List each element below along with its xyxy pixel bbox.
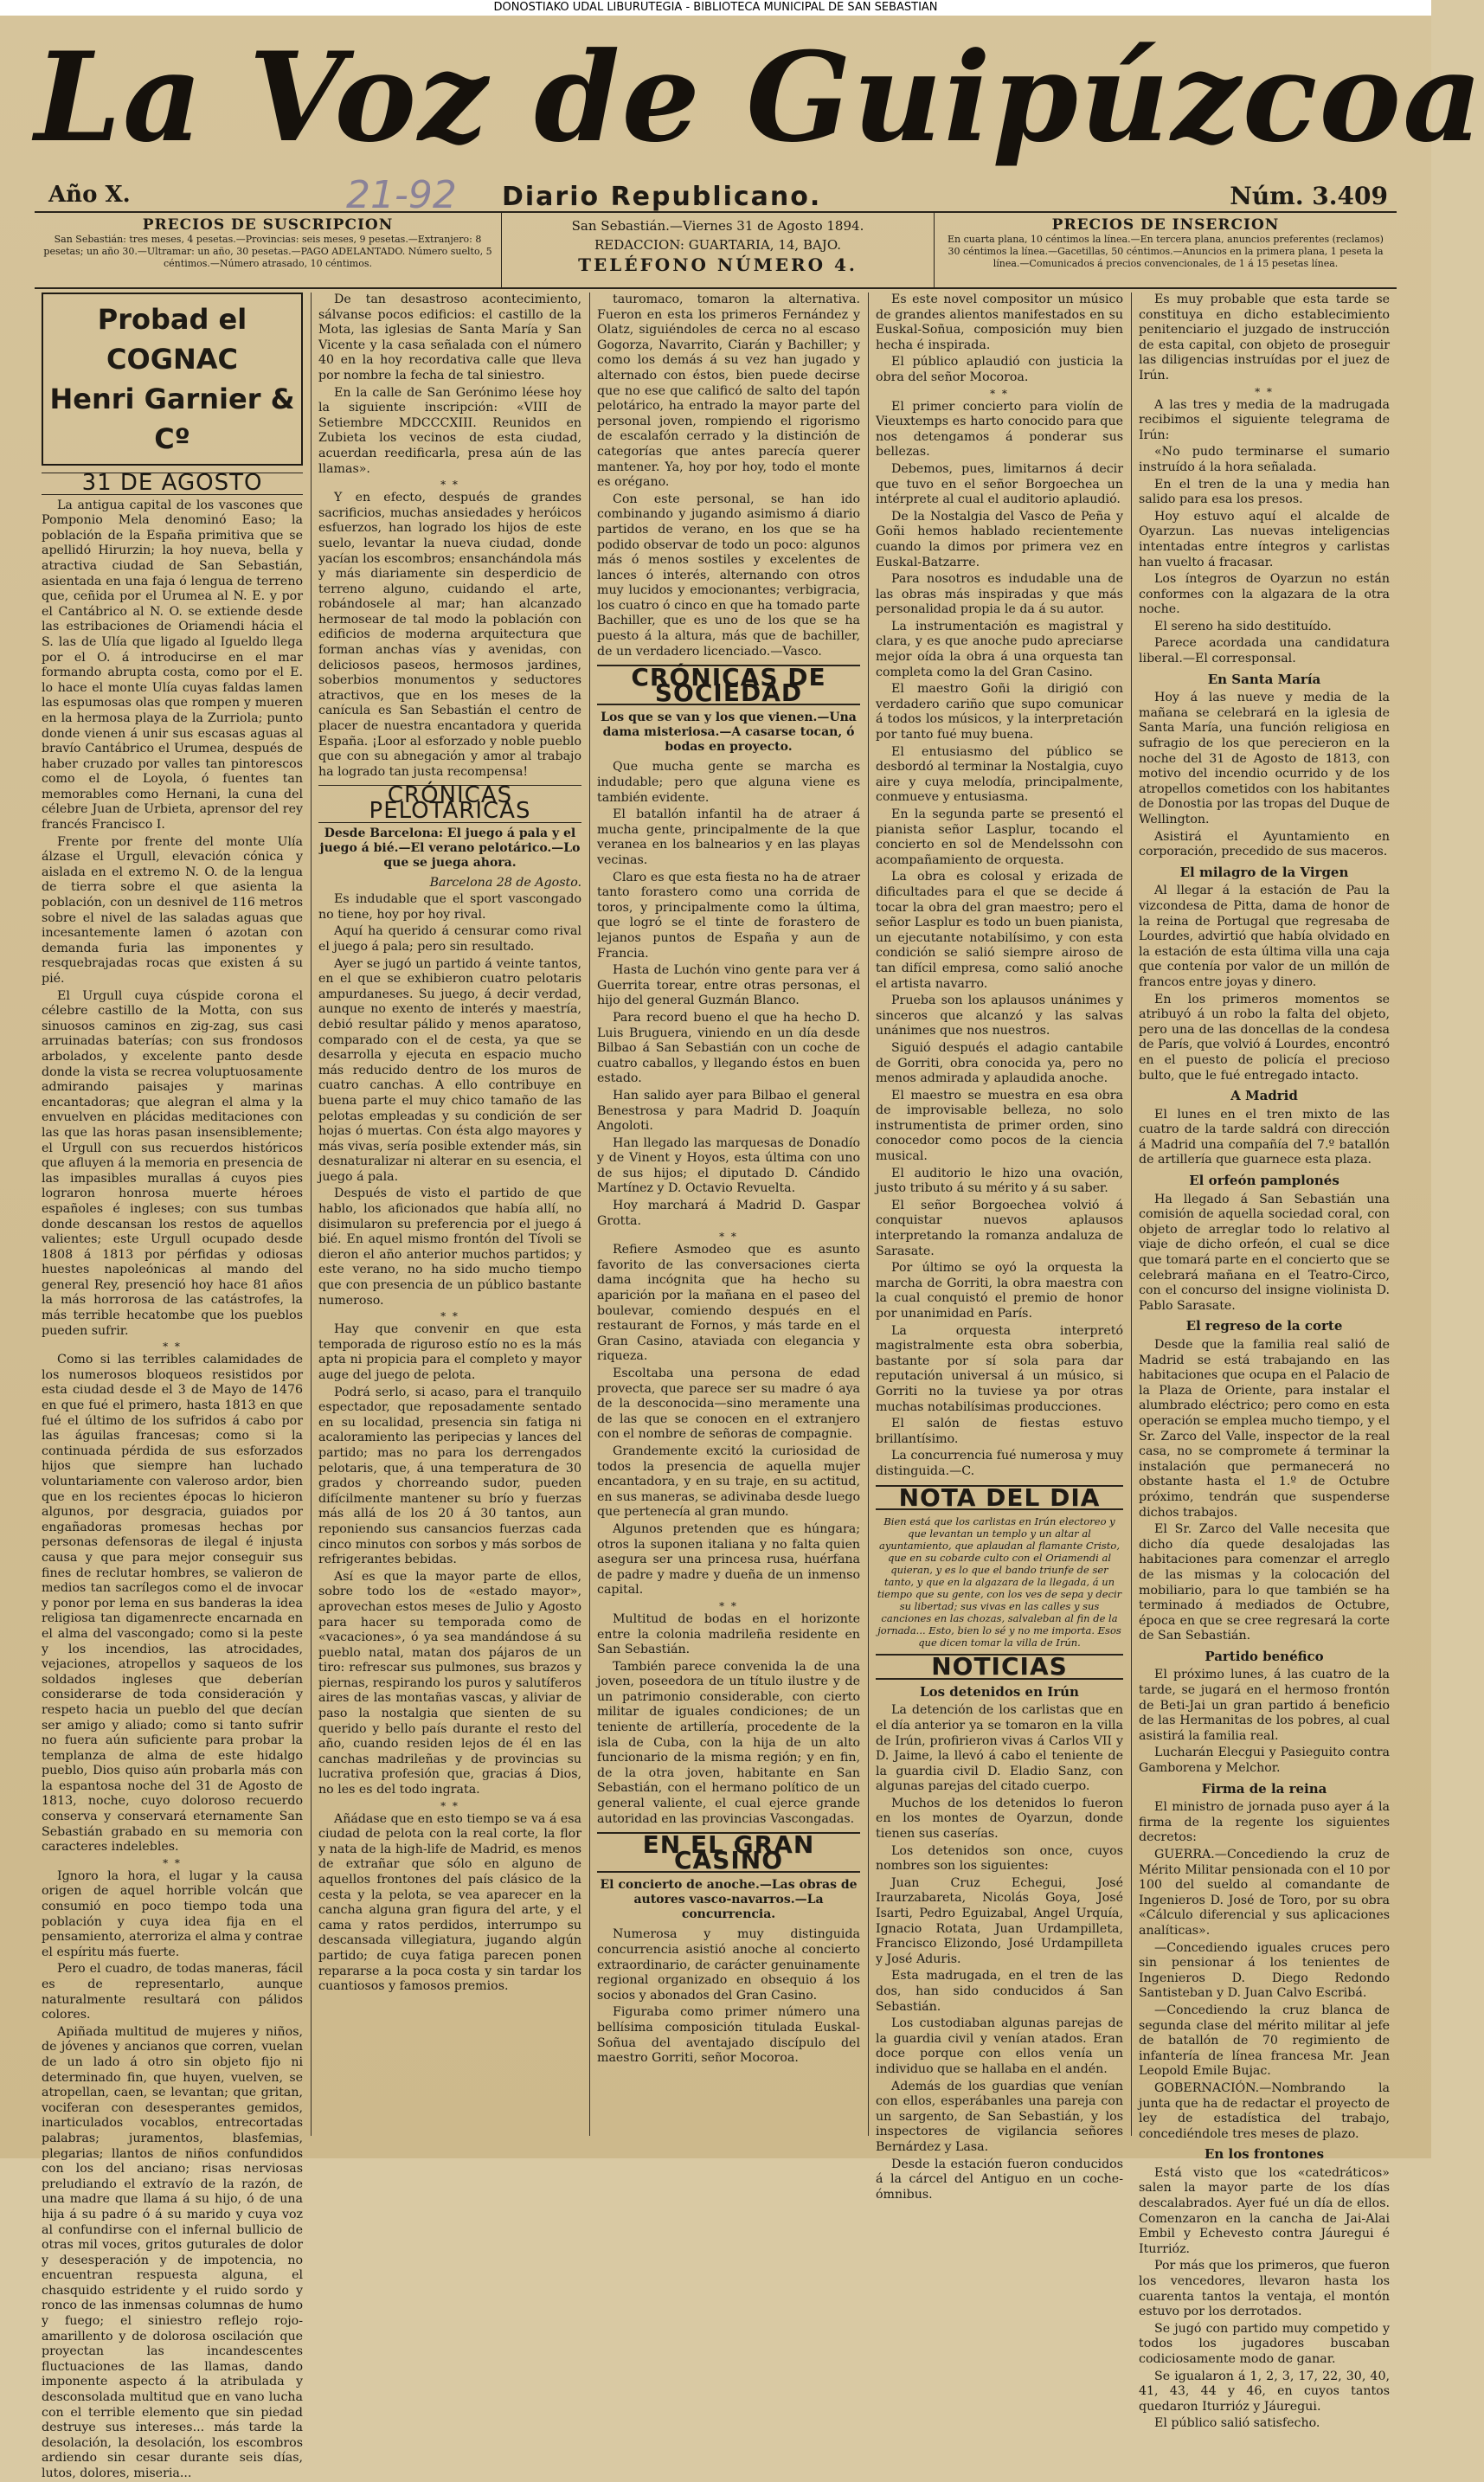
paragraph: Grandemente excitó la curiosidad de todos la presencia de aquella mujer encantadora, y en su traje, en su actitud, en sus maneras, se adivinaba desde luego que pertenecía al gran mundo. xyxy=(597,1444,860,1520)
paragraph: El lunes en el tren mixto de las cuatro de la tarde saldrá con dirección á Madrid una compañía del 7.º batallón de artillería que guarnece esta plaza. xyxy=(1139,1107,1390,1167)
paragraph: Esta madrugada, en el tren de las dos, han sido conducidos á San Sebastián. xyxy=(876,1969,1123,2014)
paragraph: Que mucha gente se marcha es indudable; pero que alguna viene es también evidente. xyxy=(597,760,860,805)
masthead xyxy=(35,24,1484,180)
paragraph: —Concediendo iguales cruces pero sin pensionar á los tenientes de Ingenieros D. Diego Redondo Santisteban y D. Juan Calvo Escribá. xyxy=(1139,1940,1390,2001)
news-subheading: El orfeón pamplonés xyxy=(1189,1173,1339,1189)
news-subheading: El regreso de la corte xyxy=(1185,1318,1343,1334)
paragraph: Lucharán Elecgui y Pasieguito contra Gamborena y Melchor. xyxy=(1139,1746,1390,1776)
paragraph: En los primeros momentos se atribuyó á un robo la falta del objeto, pero una de las doncellas de la condesa de París, que volvió á Lourdes, encontró en el puesto de policía el precioso bulto, que le fué entregado intacto. xyxy=(1139,992,1390,1083)
subscription-text: San Sebastián: tres meses, 4 pesetas.—Provincias: seis meses, 9 pesetas.—Extranjero: 8 pesetas; un año 30.—Ultramar: un año, 30 pesetas.—PAGO ADELANTADO. Número suelto, 5 céntimos.—Número atrasado, 10 céntimos. xyxy=(43,234,492,269)
paragraph: Con este personal, se han ido combinando y jugando asimismo á diario partidos de verano, en los que se ha podido observar de todo un poco: algunos más ó menos sostiles y excelentes de lances ó interés, alternando con otros muy lucidos y emocionantes; verbigracia, los cuatro ó cinco en que ha tomado parte Bachiller, que es uno de los que se ha puesto á la altura, más que de bachiller, de un verdadero licenciado.—Vasco. xyxy=(597,492,860,659)
news-subheading: Partido benéfico xyxy=(1205,1648,1324,1664)
paragraph: Hoy marchará á Madrid D. Gaspar Grotta. xyxy=(597,1199,860,1228)
paragraph: El ministro de jornada puso ayer á la firma de la regente los siguientes decretos: xyxy=(1139,1800,1390,1845)
issue-number: Núm. 3.409 xyxy=(1230,182,1388,210)
news-subheading: A Madrid xyxy=(1230,1088,1298,1104)
paragraph: Aquí ha querido á censurar como rival el juego á pala; pero sin resultado. xyxy=(318,924,581,954)
separator: * * xyxy=(990,387,1009,400)
paragraph: Es muy probable que esta tarde se constituya en dicho establecimiento penitenciario el juzgado de instrucción de esta capital, con objeto de proseguir las diligencias instruídas por el juez de Irún. xyxy=(1139,293,1390,383)
paragraph: Numerosa y muy distinguida concurrencia asistió anoche al concierto extraordinario, de carácter genuinamente regional organizado en obsequio á los socios y abonados del Gran Casino. xyxy=(597,1927,860,2003)
paragraph: GOBERNACIÓN.—Nombrando la junta que ha de redactar el proyecto de ley de estadística del trabajo, concediéndole tres meses de plazo. xyxy=(1139,2080,1390,2141)
column-1 xyxy=(35,293,310,2480)
paragraph: En la segunda parte se presentó el pianista señor Lasplur, tocando el concierto en sol de Mendelssohn con acompañamiento de orquesta. xyxy=(876,807,1123,867)
paragraph: Apiñada multitud de mujeres y niños, de jóvenes y ancianos que corren, vuelan de un lado á otro sin objeto fijo ni determinado fin, que huyen, vuelven, se atropellan, caen, se levantan; que gritan, vociferan con desesperantes gemidos, inarticulados vocablos, entrecortadas palabras; juramentos, blasfemias, plegarias; llantos de niños confundidos con los del anciano; risas nerviosas preludiando el extravío de la razón, de una madre que llama á su hijo, ó de una hija á su padre ó á su marido y cuya voz al confundirse con el infernal bullicio de otras mil voces, gritos guturales de dolor y desesperación y de impotencia, no encuentran respuesta alguna, el chasquido estridente y el ruido sordo y ronco de las inmensas columnas de humo y fuego; el siniestro reflejo rojo-amarillento y de dolorosa oscilación que proyectan las incandescentes fluctuaciones de las llamas, dando imponente aspecto á la atribulada y desconsolada multitud que en vano lucha con el terrible elemento que sin piedad destruye sus intereses... más tarde la desolación, la desolación, los escombros ardiendo sin cesar durante seis días, lutos, dolores, miseria... xyxy=(42,2024,303,2480)
paragraph: El sereno ha sido destituído. xyxy=(1154,619,1332,633)
paragraph: Ignoro la hora, el lugar y la causa origen de aquel horrible volcán que consumió en poco tiempo toda una población y cuya idea fija en el pensamiento, aterroriza el alma y contrae el espíritu más fuerte. xyxy=(42,1868,303,1959)
paragraph: El señor Borgoechea volvió á conquistar nuevos aplausos interpretando la romanza andaluza de Sarasate. xyxy=(876,1198,1123,1258)
paragraph: El público aplaudió con justicia la obra del señor Mocoroa. xyxy=(876,355,1123,384)
telephone: TELÉFONO NÚMERO 4. xyxy=(578,254,858,275)
subscription-prices xyxy=(35,213,502,287)
cognac-advert xyxy=(42,293,303,466)
paragraph: Siguió después el adagio cantabile de Gorriti, obra conocida ya, pero no menos admirada y aplaudida anoche. xyxy=(876,1040,1123,1086)
issue-year: Año X. xyxy=(48,182,131,208)
paragraph: Para record bueno el que ha hecho D. Luis Bruguera, viniendo en un día desde Bilbao á San Sebastián con un coche de cuatro caballos, y llegando éstos en buen estado. xyxy=(597,1010,860,1086)
dateline: Barcelona 28 de Agosto. xyxy=(429,875,581,890)
paragraph: Hay que convenir en que esta temporada de riguroso estío no es la más apta ni propicia para el completo y mayor auge del juego de pelota. xyxy=(318,1322,581,1382)
paragraph: La instrumentación es magistral y clara, y es que anoche pudo apreciarse mejor oída la obra á una orquesta tan completa como la del Gran Casino. xyxy=(876,619,1123,679)
info-row xyxy=(35,211,1397,289)
library-header: DONOSTIAKO UDAL LIBURUTEGIA - BIBLIOTECA MUNICIPAL DE SAN SEBASTIAN xyxy=(0,0,1431,16)
paragraph: Figuraba como primer número una bellísima composición titulada Euskal-Soñua del aventajado discípulo del maestro Gorriti, señor Mocoroa. xyxy=(597,2005,860,2066)
paragraph: El auditorio le hizo una ovación, justo tributo á su mérito y á su saber. xyxy=(876,1166,1123,1196)
article-dek: El concierto de anoche.—Las obras de autores vasco-navarros.—La concurrencia. xyxy=(600,1878,858,1922)
news-subheading: En los frontones xyxy=(1204,2146,1325,2163)
paragraph: Para nosotros es indudable una de las obras más inspiradas y que más personalidad propia le da á su autor. xyxy=(876,572,1123,617)
column-3 xyxy=(590,293,867,2136)
separator: * * xyxy=(440,479,459,492)
separator: * * xyxy=(163,1341,182,1354)
paragraph: GUERRA.—Concediendo la cruz de Mérito Militar pensionada con el 10 por 100 del sueldo al comandante de Ingenieros D. José de Toro, por su obra «Cálculo diferencial y sus aplicaciones analíticas». xyxy=(1139,1848,1390,1938)
paragraph: Después de visto el partido de que hablo, los aficionados que había allí, no disimularon su preferencia por el juego á bié. En aquel mismo frontón del Tívoli se dieron el año anterior muchos partidos; y este verano, no ha sido mucho tiempo que con presencia de un público bastante numeroso. xyxy=(318,1186,581,1308)
paragraph: Añádase que en esto tiempo se va á esa ciudad de pelota con la real corte, la flor y nata de la high-life de Madrid, es menos de extrañar que sólo en alguno de aquellos frontones del país clásico de la cesta y la pelota, se vea aparecer en la cancha alguna gran figura del arte, y el cama y ratos perdidos, interrumpo su descansada villegiatura, jugando algún partido; de cuya fatiga parecen ponen repararse a la poca costa y sin tardar los cuantiosos y famosos premios. xyxy=(318,1811,581,1994)
issue-details xyxy=(502,213,935,287)
paragraph: El primer concierto para violín de Vieuxtemps es harto conocido para que nos detengamos á ponderar sus bellezas. xyxy=(876,399,1123,460)
paragraph: Prueba son los aplausos unánimes y sinceros que alcanzó y las salvas unánimes que nos nuestros. xyxy=(876,993,1123,1038)
handwritten-note: 21-92 xyxy=(346,173,457,217)
advert-line: Probad el COGNAC xyxy=(97,303,247,376)
paragraph: El entusiasmo del público se desbordó al terminar la Nostalgia, cuyo aire y cuya melodía, principalmente, conmueve y entusiasma. xyxy=(876,744,1123,805)
paragraph: De la Nostalgia del Vasco de Peña y Goñi hemos hablado recientemente cuando la dimos por primera vez en Euskal-Batzarre. xyxy=(876,509,1123,569)
paragraph: Ayer se jugó un partido á veinte tantos, en el que se exhibieron cuatro pelotaris ampurdaneses. Su juego, á decir verdad, aunque no exento de interés y maestría, debió resultar pálido y menos aparatoso, comparado con el de cesta, ya que se desarrolla y ejecuta en espacio mucho más reducido dentro de los muros de cuatro canchas. A ello contribuye en buena parte el muy chico tamaño de las pelotas empleadas y su condición de ser hojas ó muertas. Con ésta algo mayores y más vivas, sería posible extender más, sin desnaturalizar ni alterar en su esencia, el juego á pala. xyxy=(318,956,581,1184)
article-heading: CRÓNICAS DE SOCIEDAD xyxy=(597,665,860,705)
insertion-text: En cuarta plana, 10 céntimos la línea.—En tercera plana, anuncios preferentes (reclamos) 30 céntimos la línea.—Gacetillas, 50 céntimos.—Anuncios en la primera plana, 1 peseta la línea.—Comunicados á precios convencionales, de 1 á 15 pesetas línea. xyxy=(948,234,1384,269)
paragraph: Asistirá el Ayuntamiento en corporación, precedido de sus maceros. xyxy=(1139,829,1390,859)
paragraph: Escoltaba una persona de edad provecta, que parece ser su madre ó aya de la desconocida—sino meramente una de las que se conocen en el extranjero con el nombre de señoras de compagnie. xyxy=(597,1366,860,1442)
separator: * * xyxy=(719,1231,738,1244)
paragraph: La obra es colosal y erizada de dificultades para el que se decide á tocar la obra del gran maestro; pero el señor Lasplur es todo un buen pianista, un ejecutante notabilísimo, y con esta condición se salió siempre airoso de tan difícil empresa, como salió anoche el artista navarro. xyxy=(876,870,1123,991)
newspaper-subtitle: Diario Republicano. xyxy=(502,182,822,212)
paragraph: De tan desastroso acontecimiento, sálvanse pocos edificios: el castillo de la Mota, las iglesias de Santa María y San Vicente y la casa señalada con el número 40 en la hoy recordativa calle que lleva por nombre la fecha de tal siniestro. xyxy=(318,293,581,383)
paragraph: El salón de fiestas estuvo brillantísimo. xyxy=(876,1417,1123,1446)
separator: * * xyxy=(440,1799,459,1812)
paragraph: Por último se oyó la orquesta la marcha de Gorriti, la obra maestra con la cual conquistó el premio de honor por unanimidad en París. xyxy=(876,1261,1123,1321)
paragraph: Claro es que esta fiesta no ha de atraer tanto forastero como una corrida de toros, y principalmente como la última, que logró se el tinte de forastero de lejanos puntos de España y aun de Francia. xyxy=(597,870,860,961)
paragraph: El maestro se muestra en esa obra de improvisable belleza, no solo instrumentista de primer orden, sino conocedor como pocos de la ciencia musical. xyxy=(876,1088,1123,1164)
advert-line: Henri Garnier & Cº xyxy=(49,383,295,455)
paragraph: A las tres y media de la madrugada recibimos el siguiente telegrama de Irún: xyxy=(1139,397,1390,442)
separator: * * xyxy=(440,1310,459,1323)
paragraph: El público salió satisfecho. xyxy=(1154,2416,1320,2431)
paragraph: El batallón infantil ha de atraer á mucha gente, principalmente de la que veranea en los balnearios y en las playas vecinas. xyxy=(597,807,860,867)
paragraph: Se igualaron á 1, 2, 3, 17, 22, 30, 40, 41, 43, 44 y 46, en cuyos tantos quedaron Iturrióz y Jáuregui. xyxy=(1139,2369,1390,2414)
news-subheading: Los detenidos en Irún xyxy=(920,1683,1079,1700)
news-subheading: En Santa María xyxy=(1207,671,1321,687)
article-heading: CRÓNICAS PELOTÁRICAS xyxy=(318,785,581,822)
paragraph: Es este novel compositor un músico de grandes alientos manifestados en su Euskal-Soñua, composición muy bien hecha é inspirada. xyxy=(876,293,1123,352)
article-heading: NOTICIAS xyxy=(876,1654,1123,1680)
paragraph: La antigua capital de los vascones que Pomponio Mela denominó Easo; la población de la España primitiva que se apellidó Hirurzin; la hoy nueva, bella y atractiva ciudad de San Sebastián, asientada en una faja ó lengua de terreno que, ceñida por el Urumea al N. E. y por el Cantábrico al N. O. se extiende desde las estribaciones de Oriamendi hácia el S. las de Ulía que ligado al Igueldo llega por el O. á introducirse en el mar formando abrupta costa, como por el E. lo hace el monte Ulía cuyas faldas lamen las espumosas olas que rompen y mueren en la hermosa playa de la Zurriola; punto donde vienen á unir sus escasas aguas al bravío Cantábrico el Urumea, después de haber cruzado por valles tan pintorescos como el de Loyola, ó fuentes tan memorables como Hernani, la cuna del célebre Juan de Urbieta, aprensor del rey francés Francisco I. xyxy=(42,498,303,833)
insertion-prices xyxy=(935,213,1397,287)
paragraph: Algunos pretenden que es húngara; otros la suponen italiana y no falta quien asegura ser una princesa rusa, huérfana de padre y madre y dueña de un inmenso capital. xyxy=(597,1521,860,1598)
paragraph: El próximo lunes, á las cuatro de la tarde, se jugará en el hermoso frontón de Beti-Jai un gran partido á beneficio de las Hermanitas de los pobres, al cual asistirá la familia real. xyxy=(1139,1668,1390,1743)
paragraph: «No pudo terminarse el sumario instruído á la hora señalada. xyxy=(1139,445,1390,474)
paragraph: Además de los guardias que venían con ellos, esperábanles una pareja con un sargento, de San Sebastián, y los inspectores de vigilancia señores Bernárdez y Lasa. xyxy=(876,2079,1123,2154)
paragraph: Se jugó con partido muy competido y todos los jugadores buscaban codiciosamente modo de ganar. xyxy=(1139,2321,1390,2366)
paragraph: En la calle de San Gerónimo léese hoy la siguiente inscripción: «VIII de Setiembre MDCCCXIII. Reunidos en Zubieta los vecinos de esta ciudad, acuerdan reedificarla, presa aún de las llamas». xyxy=(318,385,581,476)
paragraph: Los íntegros de Oyarzun no están conformes con la algazara de la otra noche. xyxy=(1139,572,1390,617)
article-dek: Desde Barcelona: El juego á pala y el juego á bié.—El verano pelotárico.—Lo que se juega ahora. xyxy=(319,826,581,870)
paragraph: En el tren de la una y media han salido para esa los presos. xyxy=(1139,477,1390,507)
paragraph: Muchos de los detenidos lo fueron en los montes de Oyarzun, donde tienen sus caserías. xyxy=(876,1796,1123,1842)
paragraph: Así es que la mayor parte de ellos, sobre todo los de «estado mayor», aprovechan estos meses de Julio y Agosto para hacer su temporada como de «vacaciones», ó ya sea mandándose á su pueblo natal, matan dos pájaros de un tiro: refrescar sus pulmones, sus brazos y piernas, respirando los puros y salutíferos aires de las montañas vascas, y aliviar de paso la nostalgia que sienten de su querido y bello país durante el resto del año, cuando residen lejos de él en las canchas madrileñas y de provincias su lucrativa profesión que, gracias á Dios, no les es del todo ingrata. xyxy=(318,1569,581,1797)
paragraph: Debemos, pues, limitarnos á decir que tuvo en el señor Borgoechea un intérprete al cual el auditorio aplaudió. xyxy=(876,461,1123,507)
paragraph: Está visto que los «catedráticos» salen la mayor parte de los días descalabrados. Ayer fué un día de ellos. Comenzaron en la cancha de Jai-Alai Embil y Echevesto contra Jáuregui é Iturrióz. xyxy=(1139,2165,1390,2256)
article-heading: EN EL GRAN CASINO xyxy=(597,1832,860,1873)
paragraph: También parece convenida la de una joven, poseedora de un título ilustre y de un patrimonio considerable, con cierto militar de iguales condiciones; de un teniente de artillería, procedente de la isla de Cuba, con la hija de un alto funcionario de la misma región; y en fin, de la otra joven, habitante en San Sebastián, con el hermano político de un general valiente, el cual ejerce grande autoridad en las provincias Vascongadas. xyxy=(597,1659,860,1826)
paragraph: Parece acordada una candidatura liberal.—El corresponsal. xyxy=(1139,636,1390,666)
paragraph: tauromaco, tomaron la alternativa. Fueron en esta los primeros Fernández y Olatz, siguiéndoles de cerca no al escaso Gogorza, Navarrito, Ciarán y Bachiller; y como los demás á su vez han jugado y alternado con éstos, bien puede decirse que no ese que calificó de salto del tapón pelotárico, ha entrado la mayor parte del personal joven, rompiendo el rigorismo de escalafón cerrado y la distinción de categorías que antes parecía querer mantener. Ya, hoy por hoy, todo el monte es orégano. xyxy=(597,293,860,490)
paragraph: Juan Cruz Echegui, José Iraurzabareta, Nicolás Goya, José Isarti, Pedro Eguizabal, Angel Urquía, Ignacio Rotata, Juan Urdampilleta, Francisco Elizondo, José Urdampilleta y José Aduris. xyxy=(876,1875,1123,1966)
paragraph: Han llegado las marquesas de Donadío y de Vinent y Hoyos, esta última con uno de sus hijos; el diputado D. Cándido Martínez y D. Octavio Revuelta. xyxy=(597,1135,860,1196)
article-heading: NOTA DEL DIA xyxy=(876,1485,1123,1511)
paragraph: El Sr. Zarco del Valle necesita que dicho día quede desalojadas las habitaciones para comenzar el arreglo de las mismas y la colocación del mobiliario, para lo que también se ha terminado á mediados de Octubre, época en que se cree regresará la corte de San Sebastián. xyxy=(1139,1522,1390,1643)
paragraph: Multitud de bodas en el horizonte entre la colonia madrileña residente en San Sebastián. xyxy=(597,1611,860,1657)
paragraph: Como si las terribles calamidades de los numerosos bloqueos resistidos por esta ciudad desde el 3 de Mayo de 1476 en que fué el primero, hasta 1813 en que fué el último de los sufridos á cabo por las águilas francesas; como si la continuada pérdida de sus esforzados hijos que siempre han luchado voluntariamente con valeroso ardor, bien que en los recientes épocas lo hicieron algunos, por desgracia, guiados por engañadoras promesas hechas por personas defensoras de ilegal é injusta causa y que para mejor conseguir sus fines de reclutar hombres, se valieron de medios tan sacrílegos como el de invocar y ponor por lema en sus banderas la idea religiosa tan digamenrecte encarnada en el alma del vascongado; como si la peste y los incendios, las atrocidades, vejaciones, atropellos y saqueos de los soldados ingleses que deberían considerarse de toda consideración y respeto hacia un pueblo del que decían ser amigo y aliado; como si tanto sufrir no fuera aún suficiente para probar la templanza de alma de este hidalgo pueblo, Dios quiso aún probarla más con la espantosa noche del 31 de Agosto de 1813, noche, cuyo doloroso recuerdo conserva y conservará eternamente San Sebastián grabado en su memoria con caracteres indelebles. xyxy=(42,1353,303,1855)
paragraph: Los detenidos son once, cuyos nombres son los siguientes: xyxy=(876,1843,1123,1874)
verse: Bien está que los carlistas en Irún electoreo y que levantan un templo y un altar al ayuntamiento, que aplaudan al flamante Cristo, que en su cobarde culto con el Oriamendi al quieran, y es lo que el bando triunfe de ser tanto, y que en la algazara de la llegada, á un tiempo que su gente, con los ves de sepa y decir su libertad; sus vivas en las calles y sus canciones en las chozas, salvaleban al fin de la jornada... Esto, bien lo sé y no me importa. Esos que dicen tomar la villa de Irún. xyxy=(877,1515,1122,1649)
paragraph: El Urgull cuya cúspide corona el célebre castillo de la Motta, con sus sinuosos caminos en zig-zag, sus casi arruinadas baterías; con sus frondosos arbolados, y excelente panto desde donde la vista se recrea voluptuosamente admirando paisajes y marinas encantadoras; que alegran el alma y la envuelven en plácidas meditaciones con las que las horas pasan insensiblemente; el Urgull con sus recuerdos históricos que afluyen á la memoria en presencia de las impasibles murallas á cuyos pies lograron honrosa muerte héroes españoles é ingleses; con sus tumbas donde descansan los restos de aquellos valientes; este Urgull ocupado desde 1808 á 1813 por pérfidas y odiosas huestes napoleónicas al mando del general Rey, presenció hoy hace 81 años la más horrorosa de las catástrofes, la más terrible hecatombe que los pueblos pueden sufrir. xyxy=(42,988,303,1338)
separator: * * xyxy=(163,1856,182,1869)
paragraph: Y en efecto, después de grandes sacrificios, muchas ansiedades y heróicos esfuerzos, han logrado los hijos de este suelo, levantar la nueva ciudad, donde yacían los escombros; ensanchándola más y más diariamente sin desperdicio de terreno alguno, cuidando el arte, robándosele al mar; han alcanzado hermosear de tal modo la población con edificios de moderna arquitectura que forman anchas vías y avenidas, con deliciosos paseos, hermosos jardines, soberbios monumentos y seductores atractivos, que en los meses de la canícula es San Sebastián el centro de placer de nuestra encantadora y querida España. ¡Loor al esforzado y noble pueblo que con su abnegación y amor al trabajo ha logrado tan justa recompensa! xyxy=(318,491,581,779)
newspaper-title: La Voz de Guipúzcoa xyxy=(35,26,1484,170)
paragraph: Hoy á las nueve y media de la mañana se celebrará en la iglesia de Santa María, una función religiosa en sufragio de los que perecieron en la noche del 31 de Agosto de 1813, con motivo del incendio ocurrido y de los atropellos cometidos con los habitantes de Donostia por las tropas del Duque de Wellington. xyxy=(1139,691,1390,826)
paragraph: Podrá serlo, si acaso, para el tranquilo espectador, que reposadamente sentado en su localidad, presencia sin fatiga ni acaloramiento las peripecias y lances del partido; mas no para los derrengados pelotaris, que, á una temperatura de 30 grados y chorreando sudor, pueden difícilmente mantener su brío y fuerzas más allá de los 20 á 30 tantos, aun reponiendo sus cansancios fuerzas cada cinco minutos con sorbos y más sorbos de refrigerantes bebidas. xyxy=(318,1385,581,1567)
article-dek: Los que se van y los que vienen.—Una dama misteriosa.—A casarse tocan, ó bodas en proyecto. xyxy=(601,711,857,755)
column-2 xyxy=(312,293,588,2136)
paragraph: —Concediendo la cruz blanca de segunda clase del mérito militar al jefe de batallón de 70 regimiento de infantería de línea francesa Mr. Jean Leopold Emile Bujac. xyxy=(1139,2003,1390,2079)
paragraph: El maestro Goñi la dirigió con verdadero cariño que supo comunicar á todos los músicos, y la interpretación por tanto fué muy buena. xyxy=(876,682,1123,743)
paragraph: La orquesta interpretó magistralmente esta obra soberbia, bastante por sí sola para dar reputación universal á un músico, si Gorriti no la tuviese ya por otras muchas notabilísimas producciones. xyxy=(876,1323,1123,1414)
paragraph: Hasta de Luchón vino gente para ver á Guerrita torear, entre otras personas, el hijo del general Guzmán Blanco. xyxy=(597,963,860,1008)
insertion-heading: PRECIOS DE INSERCION xyxy=(1051,216,1280,234)
issue-date: San Sebastián.—Viernes 31 de Agosto 1894. xyxy=(571,218,864,234)
article-heading: 31 DE AGOSTO xyxy=(42,473,303,495)
paragraph: Pero el cuadro, de todas maneras, fácil es de representarlo, aunque naturalmente resultará con pálidos colores. xyxy=(42,1962,303,2022)
news-subheading: El milagro de la Virgen xyxy=(1179,864,1349,880)
paragraph: La detención de los carlistas que en el día anterior ya se tomaron en la villa de Irún, profirieron vivas á Carlos VII y D. Jaime, la llevó á cabo el teniente de la guardia civil D. Eladio Sanz, con algunas parejas del citado cuerpo. xyxy=(876,1703,1123,1794)
separator: * * xyxy=(719,1599,738,1612)
column-4 xyxy=(869,293,1130,2202)
paragraph: La concurrencia fué numerosa y muy distinguida.—C. xyxy=(876,1449,1123,1478)
paragraph: Desde la estación fueron conducidos á la cárcel del Antiguo en un coche-ómnibus. xyxy=(876,2157,1123,2202)
paragraph: Al llegar á la estación de Pau la vizcondesa de Pitta, dama de honor de la reina de Portugal que regresaba de Lourdes, advirtió que había olvidado en la estación de esta última villa una caja que contenía por valor de un millón de francos entre joyas y dinero. xyxy=(1139,884,1390,989)
news-subheading: Firma de la reina xyxy=(1201,1780,1327,1797)
paragraph: Por más que los primeros, que fueron los vencedores, llevaron hasta los cuarenta tantos la ventaja, el montón estuvo por los derrotados. xyxy=(1139,2259,1390,2319)
paragraph: Es indudable que el sport vascongado no tiene, hoy por hoy rival. xyxy=(318,892,581,922)
subscription-heading: PRECIOS DE SUSCRIPCION xyxy=(142,216,394,234)
paragraph: Desde que la familia real salió de Madrid se está trabajando en las habitaciones que ocupa en el Palacio de la Plaza de Oriente, para instalar el alumbrado eléctrico; pero como en esta operación se emplea mucho tiempo, y el Sr. Zarco del Valle, inspector de la real casa, no se compromete á terminar la instalación que permanecerá no obstante hasta el 1.º de Octubre próximo, tendrán que suspenderse dichos trabajos. xyxy=(1139,1338,1390,1520)
paragraph: Hoy estuvo aquí el alcalde de Oyarzun. Las nuevas inteligencias intentadas entre íntegros y carlistas han vuelto á fracasar. xyxy=(1139,509,1390,569)
paragraph: Ha llegado á San Sebastián una comisión de aquella sociedad coral, con objeto de arreglar todo lo relativo al viaje de dicho orfeón, el cual se dice que tomará parte en el concierto que se celebrará mañana en el Teatro-Circo, con el concurso del insigne violinista D. Pablo Sarasate. xyxy=(1139,1192,1390,1313)
separator: * * xyxy=(1255,385,1274,398)
redaccion-address: REDACCION: GUARTARIA, 14, BAJO. xyxy=(594,237,841,253)
paragraph: Los custodiaban algunas parejas de la guardia civil y venían atados. Eran doce porque con ellos venía un individuo que se hallaba en el andén. xyxy=(876,2016,1123,2076)
paragraph: Frente por frente del monte Ulía álzase el Urgull, elevación cónica y aislada en el extremo N. O. de la lengua de tierra sobre el que asienta la población, con un desnivel de 116 metros sobre el nivel de las saladas aguas que incesantemente lamen ó azotan con demanda furia las imponentes y resquebrajadas rocas que existen á su pié. xyxy=(42,834,303,986)
paragraph: Refiere Asmodeo que es asunto favorito de las conversaciones cierta dama incógnita que ha hecho su aparición por la mañana en el paseo del boulevar, comiendo después en el restaurant de Fornos, y más tarde en el Gran Casino, ataviada con elegancia y riqueza. xyxy=(597,1243,860,1364)
paragraph: Han salido ayer para Bilbao el general Benestrosa y para Madrid D. Joaquín Angoloti. xyxy=(597,1088,860,1134)
column-5 xyxy=(1132,293,1397,2431)
masthead-meta xyxy=(35,173,1397,217)
